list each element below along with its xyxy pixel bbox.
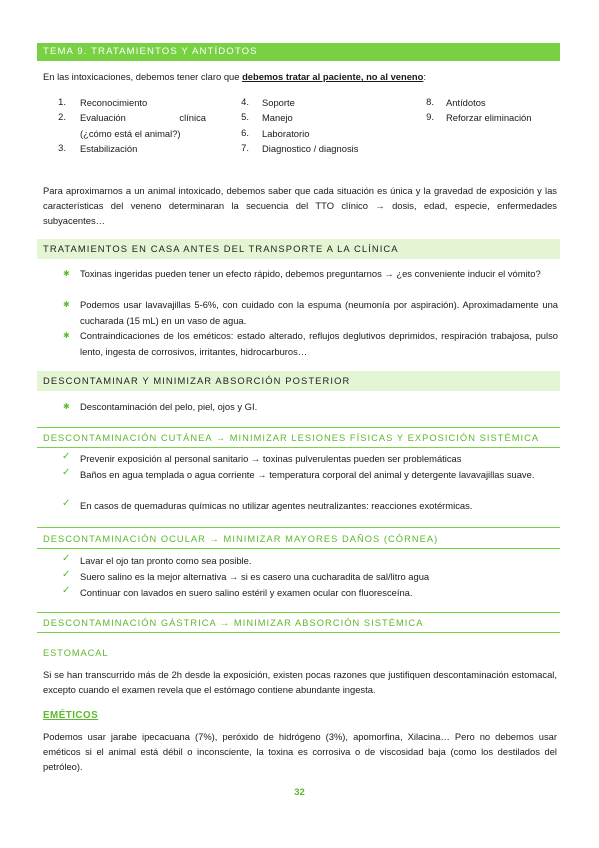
section-rule-top: [37, 527, 560, 528]
stomach-paragraph: Si se han transcurrido más de 2h desde la exposición, existen pocas razones que justifiquen descontaminación estomacal, excepto cuando el examen revela que el estómago contiene abundante ingesta.: [43, 669, 557, 696]
list-item: Prevenir exposición al personal sanitario → toxinas pulverulentas pueden ser problemáticas: [80, 453, 462, 464]
list-item: Toxinas ingeridas pueden tener un efecto rápido, debemos preguntarnos → ¿es conveniente inducir el vómito?: [80, 268, 541, 279]
section-ocular-title: DESCONTAMINACIÓN OCULAR → MINIMIZAR MAYORES DAÑOS (CÓRNEA): [37, 534, 560, 549]
check-icon: ✓: [62, 553, 71, 564]
bullet-icon: ✱: [63, 402, 70, 411]
intro-suffix: :: [423, 71, 426, 82]
list-item: Baños en agua templada o agua corriente → temperatura corporal del animal y detergente lavavajillas suave.: [80, 469, 535, 480]
list-item: Podemos usar lavavajillas 5-6%, con cuidado con la espuma (neumonía por aspiración). Aproximadamente una cucharada (15 mL) en un vaso de agua.: [80, 299, 558, 326]
step-label: Evaluación clínica: [80, 112, 206, 123]
step-label: Reconocimiento: [80, 97, 148, 108]
check-icon: ✓: [62, 569, 71, 580]
step-number: 2.: [58, 111, 66, 122]
intro-prefix: En las intoxicaciones, debemos tener claro que: [43, 71, 243, 82]
list-item: Suero salino es la mejor alternativa → si es casero una cucharadita de sal/litro agua: [80, 571, 430, 582]
bullet-icon: ✱: [63, 269, 70, 278]
bullet-icon: ✱: [63, 300, 70, 309]
section-rule-top: [37, 612, 560, 613]
step-label-note: (¿cómo está el animal?): [80, 128, 181, 139]
chapter-title-banner: TEMA 9. TRATAMIENTOS Y ANTÍDOTOS: [37, 43, 560, 61]
step-number: 7.: [241, 142, 249, 153]
subsection-title: ESTOMACAL: [43, 648, 109, 658]
section-home-title: TRATAMIENTOS EN CASA ANTES DEL TRANSPORTE A LA CLÍNICA: [37, 239, 560, 259]
emeticos-paragraph: Podemos usar jarabe ipecacuana (7%), peróxido de hidrógeno (3%), apomorfina, Xilacina… Pero no debemos usar eméticos si el animal está débil o inconsciente, la toxina es corrosiva o de viscosidad baja (como los destilados del petróleo).: [43, 731, 557, 773]
approach-paragraph: Para aproximarnos a un animal intoxicado, debemos saber que cada situación es única y la gravedad de exposición y las características del veneno determinaran la secuencia del TTO clínico → dosis, edad, especie, enfermedades subyacentes…: [43, 185, 557, 227]
section-decon-title: DESCONTAMINAR Y MINIMIZAR ABSORCIÓN POSTERIOR: [37, 371, 560, 391]
step-number: 8.: [426, 96, 434, 107]
page-number: 32: [294, 787, 305, 798]
check-icon: ✓: [62, 467, 71, 478]
intro-emphasis: debemos tratar al paciente, no al veneno: [242, 71, 424, 82]
step-label: Antídotos: [446, 97, 486, 108]
step-label: Manejo: [262, 112, 293, 123]
section-gastrica-title: DESCONTAMINACIÓN GÁSTRICA → MINIMIZAR ABSORCIÓN SISTÉMICA: [37, 618, 560, 633]
check-icon: ✓: [62, 451, 71, 462]
step-number: 4.: [241, 96, 249, 107]
list-item: Continuar con lavados en suero salino estéril y examen ocular con fluoresceína.: [80, 587, 413, 598]
step-label: Reforzar eliminación: [446, 112, 532, 123]
list-item: Lavar el ojo tan pronto como sea posible.: [80, 555, 252, 566]
bullet-icon: ✱: [63, 331, 70, 340]
step-number: 1.: [58, 96, 66, 107]
step-label: Estabilización: [80, 143, 138, 154]
check-icon: ✓: [62, 585, 71, 596]
list-item: En casos de quemaduras químicas no utilizar agentes neutralizantes: reacciones exotérmicas.: [80, 500, 473, 511]
intro-line: [43, 70, 426, 83]
check-icon: ✓: [62, 498, 71, 509]
section-cutanea-title: DESCONTAMINACIÓN CUTÁNEA → MINIMIZAR LESIONES FÍSICAS Y EXPOSICIÓN SISTÉMICA: [37, 433, 560, 448]
emeticos-title: EMÉTICOS: [43, 710, 99, 721]
section-rule-top: [37, 427, 560, 428]
list-item: Contraindicaciones de los eméticos: estado alterado, reflujos deglutivos deprimidos, respiración trabajosa, pulso lento, ingesta de corrosivos, irritantes, hidrocarburos…: [80, 330, 558, 357]
step-label: Laboratorio: [262, 128, 310, 139]
step-label: Soporte: [262, 97, 295, 108]
step-number: 3.: [58, 142, 66, 153]
step-number: 6.: [241, 127, 249, 138]
step-number: 5.: [241, 111, 249, 122]
step-number: 9.: [426, 111, 434, 122]
list-item: Descontaminación del pelo, piel, ojos y GI.: [80, 401, 258, 412]
step-label: Diagnostico / diagnosis: [262, 143, 359, 154]
